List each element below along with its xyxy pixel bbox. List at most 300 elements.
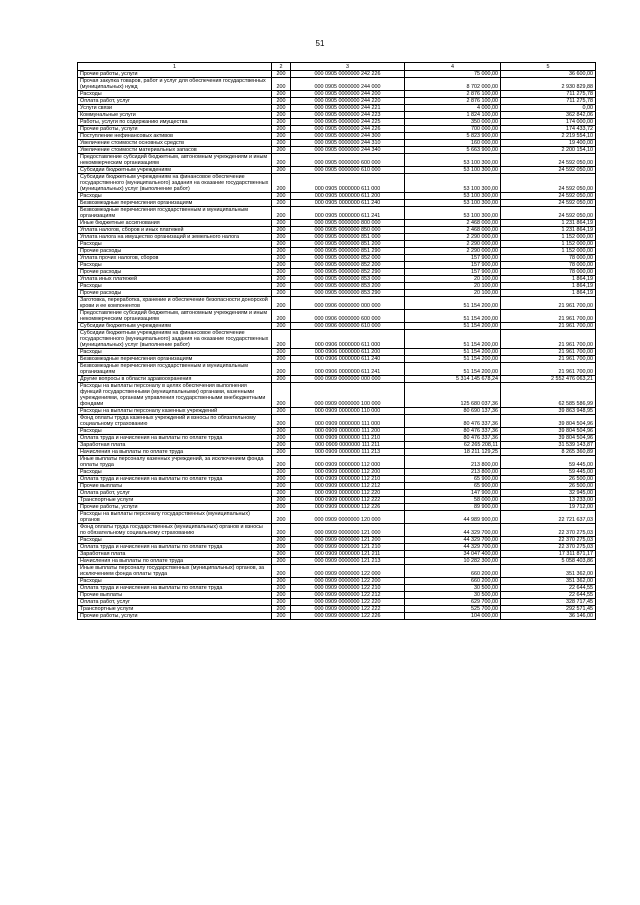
executed-amount-cell: 19 712,00 [501,504,596,511]
line-code-cell: 200 [272,415,291,428]
budget-code-cell: 000 0909 0000000 112 000 [291,456,405,469]
approved-amount-cell: 34 047 400,00 [405,551,501,558]
approved-amount-cell: 700 000,00 [405,126,501,133]
budget-code-cell: 000 0905 0000000 244 226 [291,126,405,133]
table-row [78,565,596,578]
line-code-cell: 200 [272,297,291,310]
executed-amount-cell: 59 445,00 [501,469,596,476]
executed-amount-cell: 21 961 700,00 [501,297,596,310]
table-row [78,262,596,269]
budget-code-cell: 000 0905 0000000 600 000 [291,154,405,167]
approved-amount-cell: 44 989 900,00 [405,511,501,524]
line-code-cell: 200 [272,140,291,147]
row-name-cell: Расходы [78,283,272,290]
table-row [78,544,596,551]
row-name-cell: Субсидии бюджетным учреждениям на финансовое обеспечение государственного (муниципального) задания на оказание государственных (муниципальных) услуг (выполнение работ) [78,330,272,349]
executed-amount-cell: 2 219 554,10 [501,133,596,140]
executed-amount-cell: 32 945,00 [501,490,596,497]
row-name-cell: Заработная плата [78,442,272,449]
budget-code-cell: 000 0905 0000000 851 290 [291,248,405,255]
executed-amount-cell: 22 370 275,03 [501,524,596,537]
table-row [78,330,596,349]
line-code-cell: 200 [272,269,291,276]
executed-amount-cell: 26 500,00 [501,476,596,483]
row-name-cell: Безвозмездные перечисления государственным и муниципальным организациям [78,207,272,220]
line-code-cell: 200 [272,511,291,524]
budget-code-cell: 000 0909 0000000 100 000 [291,383,405,408]
line-code-cell: 200 [272,565,291,578]
row-name-cell: Расходы на выплаты персоналу государственных (муниципальных) органов [78,511,272,524]
budget-code-cell: 000 0905 0000000 851 000 [291,234,405,241]
approved-amount-cell: 58 000,00 [405,497,501,504]
table-row [78,207,596,220]
row-name-cell: Предоставление субсидий бюджетным, автономным учреждениям и иным некоммерческим организациям [78,154,272,167]
budget-code-cell: 000 0905 0000000 611 000 [291,174,405,193]
approved-amount-cell: 525 700,00 [405,606,501,613]
line-code-cell: 200 [272,91,291,98]
line-code-cell: 200 [272,248,291,255]
budget-code-cell: 000 0909 0000000 121 200 [291,537,405,544]
approved-amount-cell: 53 100 300,00 [405,174,501,193]
executed-amount-cell: 1 231 864,19 [501,227,596,234]
approved-amount-cell: 53 100 300,00 [405,207,501,220]
budget-code-cell: 000 0909 0000000 112 226 [291,504,405,511]
approved-amount-cell: 30 500,00 [405,592,501,599]
executed-amount-cell: 1 231 864,19 [501,220,596,227]
budget-code-cell: 000 0905 0000000 853 000 [291,276,405,283]
budget-code-cell: 000 0905 0000000 850 000 [291,227,405,234]
budget-code-cell: 000 0905 0000000 244 300 [291,133,405,140]
table-row [78,558,596,565]
approved-amount-cell: 30 500,00 [405,585,501,592]
executed-amount-cell: 31 539 143,87 [501,442,596,449]
executed-amount-cell: 8 265 360,89 [501,449,596,456]
table-row [78,363,596,376]
executed-amount-cell: 22 644,55 [501,592,596,599]
page-number: 51 [315,39,325,48]
line-code-cell: 200 [272,112,291,119]
executed-amount-cell: 36 600,00 [501,71,596,78]
executed-amount-cell: 21 961 700,00 [501,330,596,349]
executed-amount-cell: 21 961 700,00 [501,356,596,363]
table-row [78,449,596,456]
row-name-cell: Оплата работ, услуг [78,599,272,606]
row-name-cell: Прочие выплаты [78,483,272,490]
executed-amount-cell: 22 370 275,03 [501,544,596,551]
row-name-cell: Субсидии бюджетным учреждениям на финансовое обеспечение государственного (муниципального) задания на оказание государственных (муниципальных) услуг (выполнение работ) [78,174,272,193]
budget-code-cell: 000 0905 0000000 610 000 [291,167,405,174]
executed-amount-cell: 21 961 700,00 [501,363,596,376]
approved-amount-cell: 2 876 100,00 [405,98,501,105]
approved-amount-cell: 65 900,00 [405,476,501,483]
line-code-cell: 200 [272,227,291,234]
budget-code-cell: 000 0905 0000000 800 000 [291,220,405,227]
table-row [78,167,596,174]
executed-amount-cell: 2 930 829,88 [501,78,596,91]
table-row [78,174,596,193]
line-code-cell: 200 [272,483,291,490]
table-row [78,511,596,524]
approved-amount-cell: 65 900,00 [405,483,501,490]
executed-amount-cell: 19 400,00 [501,140,596,147]
budget-code-cell: 000 0905 0000000 851 200 [291,241,405,248]
row-name-cell: Работы, услуги по содержанию имущества [78,119,272,126]
approved-amount-cell: 213 800,00 [405,469,501,476]
table-row [78,415,596,428]
line-code-cell: 200 [272,363,291,376]
executed-amount-cell: 2 552 476 063,21 [501,376,596,383]
table-row [78,376,596,383]
executed-amount-cell: 21 961 700,00 [501,349,596,356]
executed-amount-cell: 17 311 871,17 [501,551,596,558]
row-name-cell: Расходы [78,349,272,356]
budget-code-cell: 000 0905 0000000 611 240 [291,200,405,207]
line-code-cell: 200 [272,220,291,227]
approved-amount-cell: 51 154 200,00 [405,363,501,376]
budget-code-cell: 000 0909 0000000 111 211 [291,442,405,449]
table-row [78,349,596,356]
table-row [78,91,596,98]
line-code-cell: 200 [272,428,291,435]
table-header-row [78,63,596,71]
table-row [78,276,596,283]
executed-amount-cell: 1 864,19 [501,290,596,297]
line-code-cell: 200 [272,469,291,476]
row-name-cell: Субсидии бюджетным учреждениям [78,167,272,174]
row-name-cell: Транспортные услуги [78,606,272,613]
line-code-cell: 200 [272,241,291,248]
executed-amount-cell: 351 362,00 [501,565,596,578]
budget-code-cell: 000 0909 0000000 120 000 [291,511,405,524]
approved-amount-cell: 157 900,00 [405,269,501,276]
line-code-cell: 200 [272,200,291,207]
header-cell: 4 [405,63,501,71]
approved-amount-cell: 53 100 300,00 [405,167,501,174]
line-code-cell: 200 [272,592,291,599]
line-code-cell: 200 [272,383,291,408]
line-code-cell: 200 [272,310,291,323]
table-row [78,504,596,511]
executed-amount-cell: 62 585 586,99 [501,383,596,408]
line-code-cell: 200 [272,435,291,442]
approved-amount-cell: 20 100,00 [405,283,501,290]
table-row [78,585,596,592]
table-row [78,490,596,497]
line-code-cell: 200 [272,105,291,112]
approved-amount-cell: 18 211 129,25 [405,449,501,456]
row-name-cell: Оплата работ, услуг [78,490,272,497]
executed-amount-cell: 1 864,19 [501,283,596,290]
row-name-cell: Услуги связи [78,105,272,112]
table-row [78,154,596,167]
table-row [78,435,596,442]
line-code-cell: 200 [272,456,291,469]
executed-amount-cell: 78 000,00 [501,269,596,276]
row-name-cell: Оплата труда и начисления на выплаты по оплате труда [78,476,272,483]
table-row [78,220,596,227]
approved-amount-cell: 4 000,00 [405,105,501,112]
line-code-cell: 200 [272,174,291,193]
line-code-cell: 200 [272,497,291,504]
approved-amount-cell: 8 702 000,00 [405,78,501,91]
budget-code-cell: 000 0905 0000000 244 340 [291,147,405,154]
row-name-cell: Фонд оплаты труда казенных учреждений и взносы по обязательному социальному страхованию [78,415,272,428]
row-name-cell: Коммунальные услуги [78,112,272,119]
row-name-cell: Безвозмездные перечисления организациям [78,356,272,363]
budget-code-cell: 000 0906 0000000 611 200 [291,349,405,356]
executed-amount-cell: 0,00 [501,105,596,112]
line-code-cell: 200 [272,154,291,167]
budget-code-cell: 000 0906 0000000 610 000 [291,323,405,330]
executed-amount-cell: 2 200 154,10 [501,147,596,154]
row-name-cell: Расходы [78,91,272,98]
line-code-cell: 200 [272,349,291,356]
table-row [78,537,596,544]
table-row [78,105,596,112]
row-name-cell: Расходы [78,193,272,200]
executed-amount-cell: 24 592 050,00 [501,174,596,193]
table-row [78,524,596,537]
executed-amount-cell: 1 864,19 [501,276,596,283]
row-name-cell: Расходы [78,241,272,248]
row-name-cell: Прочие работы, услуги [78,504,272,511]
budget-code-cell: 000 0909 0000000 121 000 [291,524,405,537]
line-code-cell: 200 [272,442,291,449]
approved-amount-cell: 44 329 700,00 [405,537,501,544]
executed-amount-cell: 59 445,00 [501,456,596,469]
executed-amount-cell: 24 592 050,00 [501,207,596,220]
approved-amount-cell: 660 200,00 [405,565,501,578]
line-code-cell: 200 [272,133,291,140]
approved-amount-cell: 53 100 300,00 [405,154,501,167]
approved-amount-cell: 2 290 000,00 [405,248,501,255]
table-row [78,255,596,262]
row-name-cell: Заготовка, переработка, хранение и обеспечение безопасности донорской крови и ее компонентов [78,297,272,310]
line-code-cell: 200 [272,98,291,105]
budget-code-cell: 000 0905 0000000 852 200 [291,262,405,269]
row-name-cell: Прочие работы, услуги [78,126,272,133]
executed-amount-cell: 78 000,00 [501,255,596,262]
executed-amount-cell: 24 592 050,00 [501,154,596,167]
row-name-cell: Заработная плата [78,551,272,558]
budget-code-cell: 000 0909 0000000 121 213 [291,558,405,565]
table-row [78,234,596,241]
row-name-cell: Расходы [78,469,272,476]
line-code-cell: 200 [272,606,291,613]
executed-amount-cell: 351 362,00 [501,578,596,585]
table-row [78,310,596,323]
table-row [78,133,596,140]
approved-amount-cell: 629 700,00 [405,599,501,606]
line-code-cell: 200 [272,283,291,290]
approved-amount-cell: 89 900,00 [405,504,501,511]
executed-amount-cell: 24 592 050,00 [501,167,596,174]
approved-amount-cell: 80 476 337,36 [405,435,501,442]
table-row [78,78,596,91]
line-code-cell: 200 [272,276,291,283]
approved-amount-cell: 5 823 900,00 [405,133,501,140]
line-code-cell: 200 [272,490,291,497]
executed-amount-cell: 5 058 403,86 [501,558,596,565]
table-row [78,476,596,483]
table-row [78,578,596,585]
row-name-cell: Расходы [78,578,272,585]
approved-amount-cell: 1 824 100,00 [405,112,501,119]
row-name-cell: Уплата налогов, сборов и иных платежей [78,227,272,234]
row-name-cell: Уплата иных платежей [78,276,272,283]
approved-amount-cell: 350 000,00 [405,119,501,126]
table-row [78,606,596,613]
row-name-cell: Расходы [78,262,272,269]
table-row [78,442,596,449]
row-name-cell: Прочие расходы [78,290,272,297]
budget-code-cell: 000 0909 0000000 112 200 [291,469,405,476]
line-code-cell: 200 [272,585,291,592]
line-code-cell: 200 [272,524,291,537]
executed-amount-cell: 24 592 050,00 [501,200,596,207]
approved-amount-cell: 44 329 700,00 [405,544,501,551]
budget-table [77,62,596,620]
budget-code-cell: 000 0905 0000000 244 225 [291,119,405,126]
approved-amount-cell: 62 265 208,11 [405,442,501,449]
table-row [78,356,596,363]
row-name-cell: Прочие расходы [78,248,272,255]
budget-code-cell: 000 0909 0000000 112 220 [291,490,405,497]
row-name-cell: Предоставление субсидий бюджетным, автономным учреждениям и иным некоммерческим организациям [78,310,272,323]
row-name-cell: Субсидии бюджетным учреждениям [78,323,272,330]
line-code-cell: 200 [272,599,291,606]
line-code-cell: 200 [272,578,291,585]
row-name-cell: Начисления на выплаты по оплате труда [78,449,272,456]
table-row [78,599,596,606]
approved-amount-cell: 44 329 700,00 [405,524,501,537]
budget-code-cell: 000 0905 0000000 244 000 [291,78,405,91]
executed-amount-cell: 174 000,00 [501,119,596,126]
approved-amount-cell: 53 100 300,00 [405,193,501,200]
budget-code-cell: 000 0906 0000000 611 240 [291,356,405,363]
budget-code-cell: 000 0909 0000000 122 212 [291,592,405,599]
line-code-cell: 200 [272,537,291,544]
budget-code-cell: 000 0909 0000000 112 212 [291,483,405,490]
table-row [78,469,596,476]
line-code-cell: 200 [272,262,291,269]
executed-amount-cell: 36 146,00 [501,613,596,620]
approved-amount-cell: 660 200,00 [405,578,501,585]
approved-amount-cell: 2 290 000,00 [405,241,501,248]
budget-code-cell: 000 0905 0000000 852 000 [291,255,405,262]
budget-code-cell: 000 0909 0000000 111 213 [291,449,405,456]
row-name-cell: Увеличение стоимости основных средств [78,140,272,147]
row-name-cell: Безвозмездные перечисления государственным и муниципальным организациям [78,363,272,376]
line-code-cell: 200 [272,449,291,456]
row-name-cell: Безвозмездные перечисления организациям [78,200,272,207]
line-code-cell: 200 [272,376,291,383]
header-cell: 5 [501,63,596,71]
table-row [78,147,596,154]
budget-code-cell: 000 0909 0000000 112 222 [291,497,405,504]
table-row [78,193,596,200]
line-code-cell: 200 [272,504,291,511]
row-name-cell: Иные выплаты персоналу государственных (муниципальных) органов, за исключением фонда оплаты труда [78,565,272,578]
approved-amount-cell: 10 282 300,00 [405,558,501,565]
budget-code-cell: 000 0905 0000000 244 310 [291,140,405,147]
executed-amount-cell: 21 961 700,00 [501,310,596,323]
table-row [78,592,596,599]
approved-amount-cell: 5 314 145 678,24 [405,376,501,383]
row-name-cell: Прочие выплаты [78,592,272,599]
line-code-cell: 200 [272,147,291,154]
executed-amount-cell: 26 500,00 [501,483,596,490]
line-code-cell: 200 [272,193,291,200]
approved-amount-cell: 51 154 200,00 [405,356,501,363]
budget-code-cell: 000 0905 0000000 611 200 [291,193,405,200]
row-name-cell: Иные бюджетные ассигнования [78,220,272,227]
budget-code-cell: 000 0905 0000000 852 290 [291,269,405,276]
executed-amount-cell: 362 842,06 [501,112,596,119]
executed-amount-cell: 39 804 504,96 [501,428,596,435]
approved-amount-cell: 2 290 000,00 [405,234,501,241]
row-name-cell: Начисления на выплаты по оплате труда [78,558,272,565]
budget-code-cell: 000 0909 0000000 122 226 [291,613,405,620]
budget-code-cell: 000 0909 0000000 111 200 [291,428,405,435]
line-code-cell: 200 [272,476,291,483]
line-code-cell: 200 [272,613,291,620]
table-row [78,98,596,105]
budget-code-cell: 000 0906 0000000 611 000 [291,330,405,349]
approved-amount-cell: 20 100,00 [405,276,501,283]
table-row [78,408,596,415]
table-row [78,383,596,408]
row-name-cell: Фонд оплаты труда государственных (муниципальных) органов и взносы по обязательному социальному страхованию [78,524,272,537]
row-name-cell: Оплата труда и начисления на выплаты по оплате труда [78,585,272,592]
line-code-cell: 200 [272,78,291,91]
executed-amount-cell: 39 863 948,95 [501,408,596,415]
row-name-cell: Иные выплаты персоналу казенных учреждений, за исключением фонда оплаты труда [78,456,272,469]
executed-amount-cell: 1 152 000,00 [501,241,596,248]
approved-amount-cell: 104 000,00 [405,613,501,620]
executed-amount-cell: 711 275,78 [501,91,596,98]
approved-amount-cell: 80 476 337,36 [405,415,501,428]
approved-amount-cell: 20 100,00 [405,290,501,297]
row-name-cell: Уплата прочих налогов, сборов [78,255,272,262]
budget-code-cell: 000 0906 0000000 000 000 [291,297,405,310]
approved-amount-cell: 75 000,00 [405,71,501,78]
line-code-cell: 200 [272,167,291,174]
table-row [78,456,596,469]
budget-code-cell: 000 0905 0000000 611 241 [291,207,405,220]
table-row [78,126,596,133]
header-cell: 3 [291,63,405,71]
approved-amount-cell: 80 690 137,36 [405,408,501,415]
budget-code-cell: 000 0909 0000000 122 000 [291,565,405,578]
executed-amount-cell: 78 000,00 [501,262,596,269]
row-name-cell: Прочие работы, услуги [78,613,272,620]
executed-amount-cell: 711 275,78 [501,98,596,105]
budget-code-cell: 000 0909 0000000 121 210 [291,544,405,551]
header-cell: 2 [272,63,291,71]
table-row [78,290,596,297]
budget-code-cell: 000 0909 0000000 121 211 [291,551,405,558]
row-name-cell: Расходы на выплаты персоналу в целях обеспечения выполнения функций государственными (муниципальными) органами, казенными учреждениями, органами управления государственными внебюджетными фондами [78,383,272,408]
table-row [78,269,596,276]
executed-amount-cell: 1 152 000,00 [501,248,596,255]
table-row [78,323,596,330]
budget-code-cell: 000 0909 0000000 122 200 [291,578,405,585]
executed-amount-cell: 292 571,45 [501,606,596,613]
executed-amount-cell: 1 152 000,00 [501,234,596,241]
table-row [78,227,596,234]
budget-code-cell: 000 0909 0000000 111 000 [291,415,405,428]
